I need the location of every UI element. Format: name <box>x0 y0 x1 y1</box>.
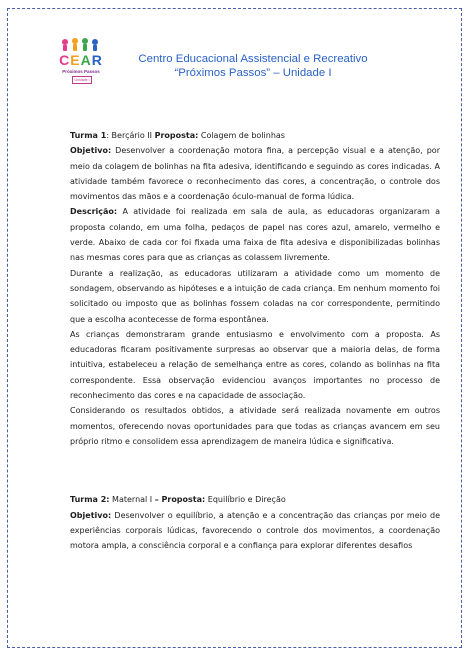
cear-logo <box>55 36 107 86</box>
section1-paragraph-3: Considerando os resultados obtidos, a atividade será realizada novamente em outros momentos, oferecendo novas oportunidades para que todas as crianças avancem em seu próprio ritmo e consolidem essa aprendizagem de maneira lúdica e significativa. <box>70 406 440 446</box>
section1-descricao: Descrição: A atividade foi realizada em sala de aula, as educadoras organizaram a proposta colando, em uma folha, pedaços de papel nas cores azul, amarelo, vermelho e verde. Abaixo de cada cor foi fixada uma faixa de fita adesiva e disponibilizadas bolinhas nas mesmas cores para que as crianças as colassem livremente. <box>70 207 440 263</box>
section2-heading: Turma 2: Maternal I – Proposta: Equilíbrio e Direção <box>70 495 286 505</box>
institution-title <box>108 52 398 80</box>
logo-unit-badge: Unidade I <box>72 76 92 84</box>
logo-subtitle: Próximos Passos <box>62 69 100 74</box>
logo-wordmark: CEAR <box>59 52 103 68</box>
section1-heading: Turma 1: Berçário II Proposta: Colagem de bolinhas <box>70 131 285 140</box>
title-line-1: Centro Educacional Assistencial e Recreativo <box>138 53 368 65</box>
section1-paragraph-1: Durante a realização, as educadoras utilizaram a atividade como um momento de sondagem, observando as hipóteses e a intuição de cada criança. Em nenhum momento foi solicitado ou imposto que as bolinhas fossem coladas na cor correspondente, permitindo que a escolha acontecesse de forma espontânea. <box>70 268 440 324</box>
section2-objetivo: Objetivo: Desenvolver o equilíbrio, a atenção e a concentração das crianças por meio de experiências corporais lúdicas, favorecendo o controle dos movimentos, a coordenação motora ampla, a consciência corporal e a confiança para explorar diferentes desafios <box>70 510 440 551</box>
section-spacer <box>70 449 440 492</box>
document-page <box>7 8 462 648</box>
section1-paragraph-2: As crianças demonstraram grande entusiasmo e envolvimento com a proposta. As educadoras ficaram positivamente surpresas ao observar que a maioria delas, de forma intuitiva, estabeleceu a relação de semelhança entre as cores, colando as bolinhas na fita correspondente. Essa observação evidenciou avanços importantes no processo de reconhecimento das cores e na capacidade de associação. <box>70 329 440 401</box>
report-content <box>70 128 440 553</box>
title-line-2: “Próximos Passos” – Unidade I <box>174 67 332 79</box>
section1-objetivo: Objetivo: Desenvolver a coordenação motora fina, a percepção visual e a atenção, por meio da colagem de bolinhas na fita adesiva, identificando e seguindo as cores indicadas. A atividade também favorece o reconhecimento das cores, a concentração, o controle dos movimentos das mãos e a coordenação óculo-manual de forma lúdica. <box>70 146 440 202</box>
